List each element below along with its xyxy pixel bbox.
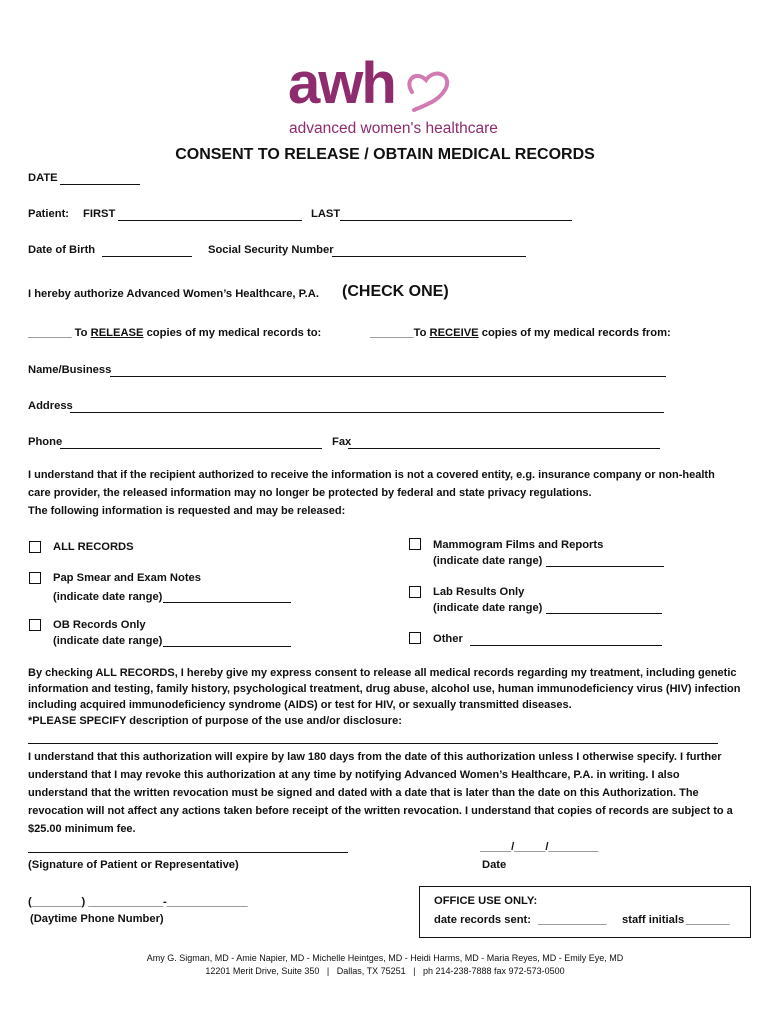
- staff-initials-label: staff initials: [622, 914, 685, 926]
- all-records-checkbox[interactable]: [29, 541, 41, 553]
- receive-post: copies of my medical records from:: [481, 327, 671, 339]
- privacy-line: I understand that if the recipient authorized to receive the information is not a covered entity, e.g. insurance company or non-health: [28, 469, 715, 481]
- signature-date-label: Date: [482, 859, 507, 871]
- staff-initials-field[interactable]: _______: [686, 914, 730, 926]
- lab-results-checkbox[interactable]: [409, 586, 421, 598]
- release-post: copies of my medical records to:: [146, 327, 322, 339]
- release-pre: To: [74, 327, 88, 339]
- release-word: RELEASE: [90, 327, 144, 339]
- privacy-line: The following information is requested and may be released:: [28, 505, 346, 517]
- date-records-sent-label: date records sent:: [434, 914, 531, 926]
- authorize-text: I hereby authorize Advanced Women’s Healthcare, P.A.: [28, 288, 319, 300]
- receive-word: RECEIVE: [429, 327, 479, 339]
- mammogram-date-range-label: (indicate date range): [433, 555, 543, 567]
- ob-date-range-field[interactable]: [163, 646, 291, 647]
- first-name-field[interactable]: [118, 220, 302, 221]
- last-name-field[interactable]: [340, 220, 572, 221]
- mammogram-date-range-field[interactable]: [546, 566, 664, 567]
- expiry-line: understand that I may revoke this authorization at any time by notifying Advanced Women’s Healthcare, P.A. in writing. I also: [28, 769, 680, 781]
- heart-icon: [406, 70, 454, 112]
- fax-field[interactable]: [348, 448, 660, 449]
- office-use-box: [419, 886, 751, 938]
- expiry-line: understand that the written revocation must be signed and dated with a date that is later than the date on this Authorization. The: [28, 787, 699, 799]
- receive-option[interactable]: [370, 327, 671, 339]
- privacy-paragraph: [28, 466, 748, 520]
- all-records-line: including acquired immunodeficiency syndrome (AIDS) or test for HIV, or sexually transmitted diseases.: [28, 699, 572, 711]
- other-label: Other: [433, 633, 463, 645]
- date-label: DATE: [28, 172, 58, 184]
- receive-pre: To: [413, 327, 427, 339]
- ssn-field[interactable]: [332, 256, 526, 257]
- phone-field[interactable]: [60, 448, 322, 449]
- dob-field[interactable]: [102, 256, 192, 257]
- purpose-field[interactable]: [28, 743, 718, 744]
- dob-label: Date of Birth: [28, 244, 96, 256]
- date-field[interactable]: [60, 184, 140, 185]
- logo-wordmark: awh: [288, 51, 395, 116]
- expiry-line: I understand that this authorization will expire by law 180 days from the date of this authorization unless I otherwise specify. I further: [28, 751, 722, 763]
- all-records-line: *PLEASE SPECIFY description of purpose of the use and/or disclosure:: [28, 715, 402, 727]
- first-name-label: FIRST: [83, 208, 116, 220]
- signature-label: (Signature of Patient or Representative): [28, 859, 239, 871]
- logo: [288, 51, 508, 140]
- name-business-label: Name/Business: [28, 364, 112, 376]
- fax-label: Fax: [332, 436, 352, 448]
- ob-records-checkbox[interactable]: [29, 619, 41, 631]
- patient-label: Patient:: [28, 208, 70, 220]
- pap-date-range-label: (indicate date range): [53, 591, 163, 603]
- ob-date-range-label: (indicate date range): [53, 635, 163, 647]
- footer-address: 12201 Merit Drive, Suite 350 | Dallas, TX 75251 | ph 214-238-7888 fax 972-573-0500: [205, 966, 565, 976]
- all-records-line: By checking ALL RECORDS, I hereby give my express consent to release all medical records regarding my treatment, including genetic: [28, 667, 737, 679]
- date-blank[interactable]: _____/_____/________: [480, 841, 599, 853]
- office-use-title: OFFICE USE ONLY:: [434, 895, 538, 907]
- last-name-label: LAST: [311, 208, 341, 220]
- privacy-line: care provider, the released information may no longer be protected by federal and state privacy regulations.: [28, 487, 592, 499]
- pap-smear-checkbox[interactable]: [29, 572, 41, 584]
- daytime-phone-label: (Daytime Phone Number): [30, 913, 164, 925]
- pap-date-range-field[interactable]: [163, 602, 291, 603]
- page-title: CONSENT TO RELEASE / OBTAIN MEDICAL RECORDS: [175, 146, 595, 163]
- date-records-sent-field[interactable]: ___________: [538, 914, 607, 926]
- other-checkbox[interactable]: [409, 632, 421, 644]
- phone-label: Phone: [28, 436, 63, 448]
- address-label: Address: [28, 400, 73, 412]
- name-business-field[interactable]: [110, 376, 666, 377]
- expiry-line: revocation will not affect any actions taken before receipt of the written revocation. I understand that copies of records are subject to a: [28, 805, 733, 817]
- daytime-phone-blank[interactable]: (________) ____________-_____________: [28, 896, 248, 908]
- mammogram-label: Mammogram Films and Reports: [433, 539, 604, 551]
- mammogram-checkbox[interactable]: [409, 538, 421, 550]
- lab-results-label: Lab Results Only: [433, 586, 525, 598]
- expiry-line: $25.00 minimum fee.: [28, 823, 136, 835]
- ssn-label: Social Security Number: [208, 244, 334, 256]
- release-option[interactable]: [28, 327, 321, 339]
- signature-field[interactable]: [28, 852, 348, 853]
- ob-records-label: OB Records Only: [53, 619, 146, 631]
- release-blank[interactable]: _______: [28, 327, 72, 339]
- receive-blank[interactable]: _______: [370, 327, 414, 339]
- pap-smear-label: Pap Smear and Exam Notes: [53, 572, 201, 584]
- expiry-paragraph: [28, 748, 748, 838]
- all-records-line: information and testing, family history, psychological treatment, drug abuse, alcohol use, human immunodeficiency virus (HIV) infection: [28, 683, 741, 695]
- lab-date-range-field[interactable]: [546, 613, 662, 614]
- other-field[interactable]: [470, 645, 662, 646]
- all-records-label: ALL RECORDS: [53, 541, 134, 553]
- footer-doctors: Amy G. Sigman, MD - Amie Napier, MD - Michelle Heintges, MD - Heidi Harms, MD - Maria Reyes, MD - Emily Eye, MD: [146, 953, 624, 963]
- all-records-paragraph: [28, 665, 748, 729]
- address-field[interactable]: [70, 412, 664, 413]
- lab-date-range-label: (indicate date range): [433, 602, 543, 614]
- logo-tagline: advanced women's healthcare: [289, 120, 498, 137]
- check-one-label: (CHECK ONE): [342, 283, 449, 300]
